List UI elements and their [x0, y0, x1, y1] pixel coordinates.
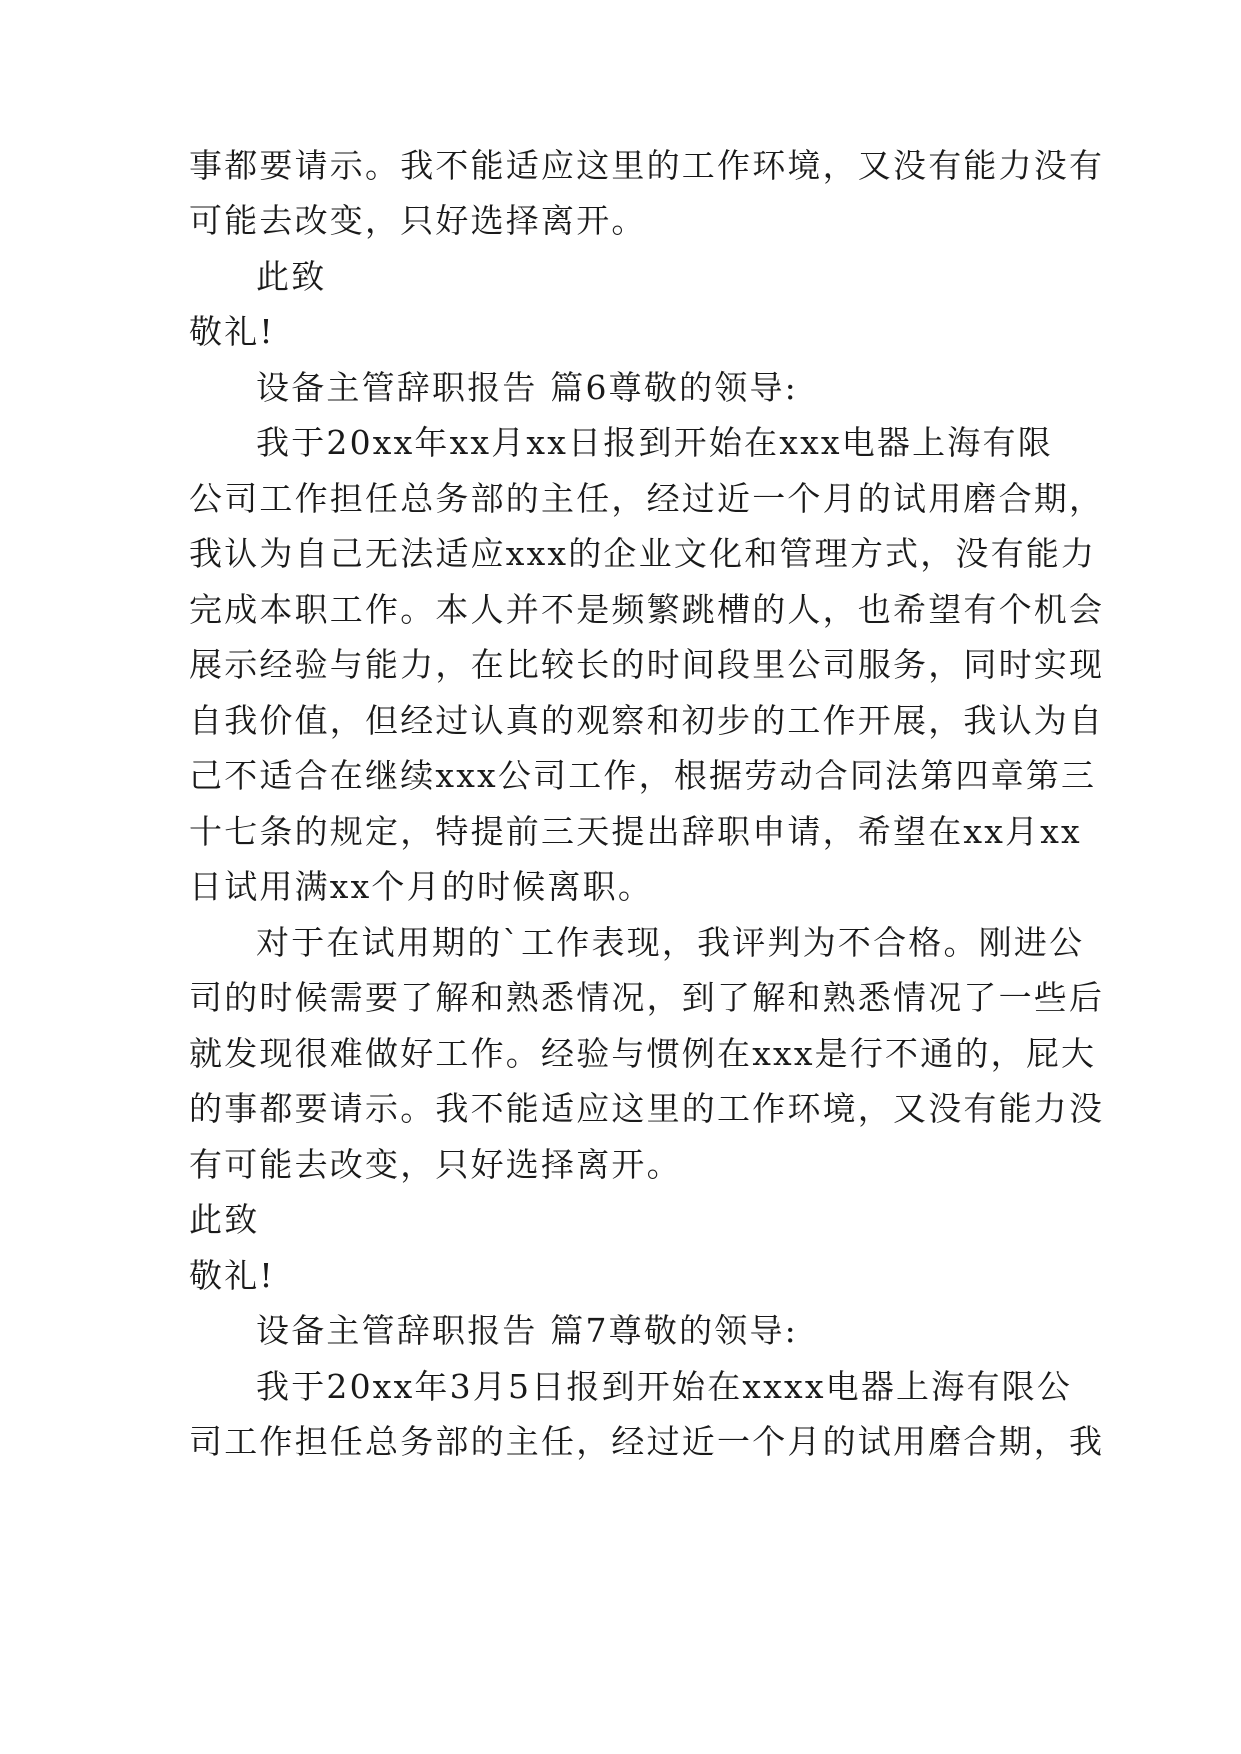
text-line: 事都要请示。我不能适应这里的工作环境，又没有能力没有 [189, 146, 1105, 185]
closing-salutation: 此致 [189, 1200, 260, 1239]
text-line: 有可能去改变，只好选择离开。 [189, 1145, 682, 1184]
closing-salutation: 此致 [256, 257, 327, 296]
text-line: 完成本职工作。本人并不是频繁跳槽的人，也希望有个机会 [189, 590, 1105, 629]
text-line: 可能去改变，只好选择离开。 [189, 201, 647, 240]
text-line: 十七条的规定，特提前三天提出辞职申请，希望在xx月xx [189, 812, 1082, 851]
text-line: 自我价值，但经过认真的观察和初步的工作开展，我认为自 [189, 701, 1105, 740]
text-line: 我认为自己无法适应xxx的企业文化和管理方式，没有能力 [189, 534, 1097, 573]
section-heading: 设备主管辞职报告 篇7尊敬的领导: [256, 1311, 799, 1350]
text-line: 的事都要请示。我不能适应这里的工作环境，又没有能力没 [189, 1089, 1105, 1128]
text-line: 司工作担任总务部的主任，经过近一个月的试用磨合期，我 [189, 1422, 1105, 1461]
text-line: 我于20xx年3月5日报到开始在xxxx电器上海有限公 [256, 1367, 1073, 1406]
closing-regards: 敬礼! [189, 1256, 275, 1295]
text-line: 公司工作担任总务部的主任，经过近一个月的试用磨合期， [189, 479, 1105, 518]
text-line: 己不适合在继续xxx公司工作，根据劳动合同法第四章第三 [189, 756, 1097, 795]
text-line: 日试用满xx个月的时候离职。 [189, 867, 654, 906]
text-line: 展示经验与能力，在比较长的时间段里公司服务，同时实现 [189, 645, 1105, 684]
section-heading: 设备主管辞职报告 篇6尊敬的领导: [256, 368, 799, 407]
text-line: 就发现很难做好工作。经验与惯例在xxx是行不通的，屁大 [189, 1034, 1097, 1073]
closing-regards: 敬礼! [189, 312, 275, 351]
text-line: 对于在试用期的`工作表现，我评判为不合格。刚进公 [256, 923, 1085, 962]
text-line: 司的时候需要了解和熟悉情况，到了解和熟悉情况了一些后 [189, 978, 1105, 1017]
text-line: 我于20xx年xx月xx日报到开始在xxx电器上海有限 [256, 423, 1053, 462]
